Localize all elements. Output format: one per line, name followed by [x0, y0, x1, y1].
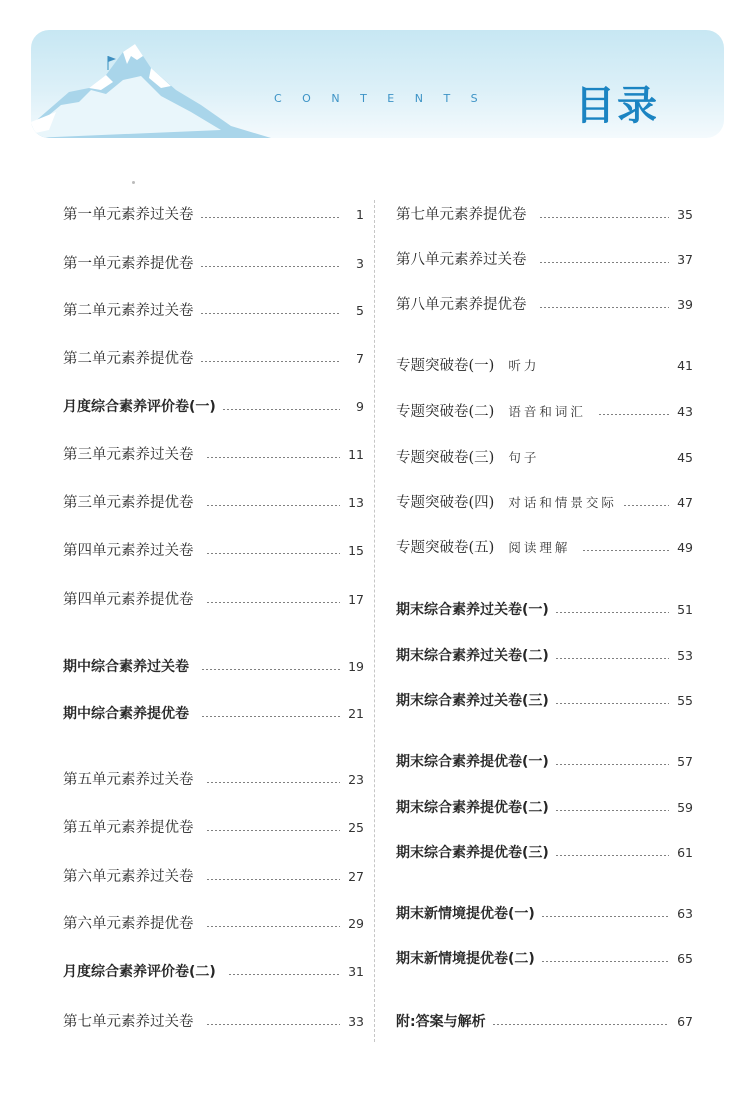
leader-dots [201, 669, 340, 670]
leader-dots [539, 262, 670, 263]
toc-entry-page: 41 [677, 358, 693, 373]
toc-entry-page: 47 [677, 495, 693, 510]
toc-entry-title: 期末综合素养过关卷(三) [396, 693, 549, 709]
toc-entry-page: 65 [677, 951, 693, 966]
leader-dots [598, 414, 669, 415]
toc-entry-page: 63 [677, 906, 693, 921]
toc-entry-subtitle: 听力 [508, 358, 540, 373]
leader-dots [555, 855, 669, 856]
toc-entry-title: 第一单元素养过关卷 [63, 207, 194, 223]
toc-entry-subtitle: 阅读理解 [508, 540, 571, 555]
leader-dots [206, 830, 341, 831]
toc-entry[interactable] [63, 301, 364, 321]
leader-dots [206, 505, 341, 506]
leader-dots [206, 879, 341, 880]
toc-entry-title: 第七单元素养提优卷 [396, 207, 527, 223]
toc-entry-page: 61 [677, 845, 693, 860]
leader-dots [582, 550, 669, 551]
toc-entry-title: 期末综合素养提优卷(一) [396, 754, 549, 770]
leader-dots [492, 1024, 669, 1025]
leader-dots [555, 764, 669, 765]
leader-dots [539, 307, 670, 308]
leader-dots [539, 217, 670, 218]
toc-entry[interactable] [396, 493, 693, 513]
toc-entry-title: 期末综合素养提优卷(二) [396, 800, 549, 816]
toc-entry[interactable] [396, 538, 693, 558]
leader-dots [206, 926, 341, 927]
toc-entry-title: 第二单元素养过关卷 [63, 303, 194, 319]
toc-entry[interactable] [63, 1012, 364, 1032]
leader-dots [623, 505, 669, 506]
toc-entry-title: 期末综合素养提优卷(三) [396, 845, 549, 861]
leader-dots [206, 457, 341, 458]
toc-entry-page: 21 [348, 706, 364, 721]
toc-entry-title: 月度综合素养评价卷(二) [63, 964, 216, 980]
toc-entry-page: 53 [677, 648, 693, 663]
snow-mountain-illustration [31, 30, 271, 138]
leader-dots [555, 658, 669, 659]
toc-entry-title: 专题突破卷(一) [396, 358, 495, 374]
toc-entry[interactable] [63, 397, 364, 417]
toc-entry-page: 49 [677, 540, 693, 555]
toc-entry-page: 17 [348, 592, 364, 607]
toc-entry-title: 第三单元素养过关卷 [63, 447, 194, 463]
toc-entry[interactable] [396, 295, 693, 315]
toc-entry[interactable] [63, 657, 364, 677]
leader-dots [541, 961, 669, 962]
toc-entry[interactable] [63, 962, 364, 982]
toc-entry[interactable] [63, 541, 364, 561]
toc-entry-title: 第五单元素养提优卷 [63, 820, 194, 836]
toc-entry-title: 月度综合素养评价卷(一) [63, 399, 216, 415]
toc-entry-page: 37 [677, 252, 693, 267]
toc-entry-page: 25 [348, 820, 364, 835]
toc-entry-page: 51 [677, 602, 693, 617]
toc-entry[interactable] [396, 1012, 693, 1032]
leader-dots [228, 974, 340, 975]
leader-dots [201, 716, 340, 717]
toc-entry-title: 专题突破卷(二) [396, 404, 495, 420]
toc-entry-title: 第三单元素养提优卷 [63, 495, 194, 511]
toc-entry[interactable] [63, 867, 364, 887]
toc-entry[interactable] [63, 254, 364, 274]
toc-entry-title: 第一单元素养提优卷 [63, 256, 194, 272]
toc-entry-page: 5 [356, 303, 364, 318]
toc-entry-title: 第六单元素养提优卷 [63, 916, 194, 932]
toc-entry[interactable] [396, 402, 693, 422]
toc-entry-title: 第八单元素养提优卷 [396, 297, 527, 313]
toc-entry-page: 45 [677, 450, 693, 465]
toc-entry-page: 9 [356, 399, 364, 414]
toc-entry-page: 57 [677, 754, 693, 769]
toc-entry-page: 67 [677, 1014, 693, 1029]
toc-entry-title: 第六单元素养过关卷 [63, 869, 194, 885]
toc-entry-title: 期中综合素养过关卷 [63, 659, 189, 675]
toc-entry-title: 期末新情境提优卷(二) [396, 951, 535, 967]
toc-entry[interactable] [396, 752, 693, 772]
toc-entry-subtitle: 语音和词汇 [508, 404, 586, 419]
toc-entry-page: 15 [348, 543, 364, 558]
toc-entry[interactable] [396, 843, 693, 863]
toc-entry-page: 29 [348, 916, 364, 931]
toc-entry-page: 55 [677, 693, 693, 708]
leader-dots [555, 703, 669, 704]
leader-dots [206, 782, 341, 783]
toc-entry[interactable] [396, 356, 693, 376]
toc-entry-title: 专题突破卷(四) [396, 495, 495, 511]
leader-dots [200, 313, 341, 314]
toc-entry-subtitle: 对话和情景交际 [508, 495, 617, 510]
toc-entry-page: 19 [348, 659, 364, 674]
toc-entry-page: 59 [677, 800, 693, 815]
leader-dots [222, 409, 340, 410]
toc-entry[interactable] [396, 600, 693, 620]
toc-entry[interactable] [396, 646, 693, 666]
toc-entry-page: 35 [677, 207, 693, 222]
toc-entry-title: 专题突破卷(五) [396, 540, 495, 556]
toc-entry[interactable] [63, 818, 364, 838]
toc-entry[interactable] [63, 493, 364, 513]
toc-entry[interactable] [63, 349, 364, 369]
toc-entry-page: 31 [348, 964, 364, 979]
toc-entry[interactable] [396, 798, 693, 818]
leader-dots [206, 602, 341, 603]
leader-dots [200, 361, 341, 362]
toc-entry[interactable] [63, 445, 364, 465]
toc-entry[interactable] [63, 704, 364, 724]
toc-entry-title: 期末综合素养过关卷(一) [396, 602, 549, 618]
toc-entry-title: 第四单元素养提优卷 [63, 592, 194, 608]
toc-entry[interactable] [396, 205, 693, 225]
leader-dots [200, 266, 341, 267]
toc-entry[interactable] [63, 770, 364, 790]
leader-dots [555, 810, 669, 811]
toc-entry[interactable] [396, 691, 693, 711]
leader-dots [206, 553, 341, 554]
toc-entry-title: 专题突破卷(三) [396, 450, 495, 466]
leader-dots [555, 612, 669, 613]
toc-entry-title: 期中综合素养提优卷 [63, 706, 189, 722]
toc-entry-page: 1 [356, 207, 364, 222]
toc-entry-title: 期末新情境提优卷(一) [396, 906, 535, 922]
toc-entry-page: 43 [677, 404, 693, 419]
toc-entry-page: 11 [348, 447, 364, 462]
decorative-dot [132, 181, 135, 184]
toc-entry[interactable] [396, 904, 693, 924]
toc-entry-page: 27 [348, 869, 364, 884]
toc-entry[interactable] [63, 590, 364, 610]
toc-entry-title: 第七单元素养过关卷 [63, 1014, 194, 1030]
toc-entry-page: 33 [348, 1014, 364, 1029]
toc-entry-title: 第五单元素养过关卷 [63, 772, 194, 788]
toc-entry-page: 7 [356, 351, 364, 366]
leader-dots [541, 916, 669, 917]
toc-entry[interactable] [396, 448, 693, 468]
toc-entry[interactable] [63, 205, 364, 225]
toc-entry-title: 第二单元素养提优卷 [63, 351, 194, 367]
toc-entry-page: 39 [677, 297, 693, 312]
toc-entry[interactable] [63, 914, 364, 934]
page-title: 目录 [575, 83, 659, 129]
toc-entry-subtitle: 句子 [508, 450, 540, 465]
toc-entry-title: 第四单元素养过关卷 [63, 543, 194, 559]
toc-entry-title: 第八单元素养过关卷 [396, 252, 527, 268]
leader-dots [206, 1024, 341, 1025]
toc-entry-title: 附:答案与解析 [396, 1014, 486, 1030]
toc-entry-page: 13 [348, 495, 364, 510]
column-divider [374, 200, 375, 1042]
toc-entry-page: 23 [348, 772, 364, 787]
header-banner [31, 30, 724, 138]
contents-label: CONTENTS [274, 92, 499, 105]
toc-entry[interactable] [396, 250, 693, 270]
toc-entry[interactable] [396, 949, 693, 969]
leader-dots [200, 217, 341, 218]
toc-entry-page: 3 [356, 256, 364, 271]
toc-entry-title: 期末综合素养过关卷(二) [396, 648, 549, 664]
